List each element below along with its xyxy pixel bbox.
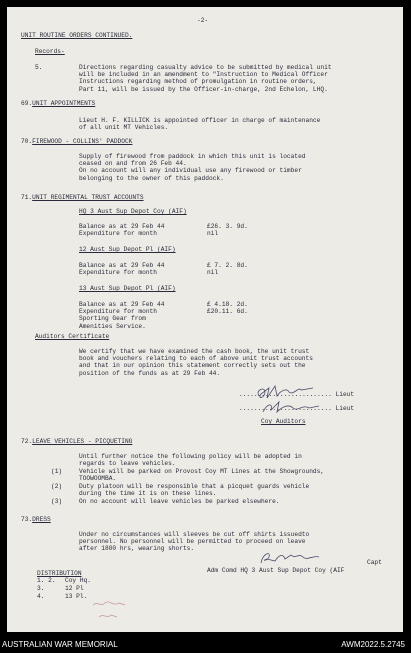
distribution-recipient: 13 Pl.	[65, 593, 88, 600]
closing-rank: Capt	[367, 559, 382, 566]
coy-auditors-label: Coy Auditors	[261, 418, 306, 425]
list-item-number: (3)	[51, 498, 63, 505]
section-number: 71.	[21, 194, 33, 201]
text-line: Amenities Service.	[79, 322, 146, 330]
text-line: Balance as at 29 Feb 44	[79, 262, 165, 269]
text-line: Under no circumstances will sleeves be cut off shirts issuedto	[79, 531, 310, 538]
text-line: belonging to the owner of this paddock.	[79, 174, 224, 182]
text-line: book and vouchers relating to each of above unit trust accounts	[79, 355, 313, 363]
text-line: of all unit MT Vehicles.	[79, 124, 169, 132]
text-line: Balance as at 29 Feb 44	[79, 301, 165, 308]
section-heading: DRESS	[32, 516, 51, 523]
section-73	[21, 516, 51, 523]
account-labels	[79, 262, 164, 276]
distribution-number: 3.	[37, 585, 45, 592]
text-line: Vehicle will be parked on Provost Coy MT Lines at the Showgrounds,	[79, 468, 325, 475]
distribution-recipient: Coy Hq.	[65, 577, 91, 584]
page-number: -2-	[197, 17, 209, 24]
text-line: Duty platoon will be responsible that a picquet guards vehicle	[79, 483, 310, 490]
text-line: Sporting Gear from	[79, 315, 146, 323]
account-values	[207, 223, 248, 237]
amount: £26. 3. 9d.	[207, 223, 248, 230]
records-body	[79, 64, 332, 93]
amount: £ 7. 2. 8d.	[207, 262, 248, 269]
document-page	[7, 7, 403, 632]
section-number: 72.	[21, 438, 33, 445]
auditors-body	[79, 348, 313, 377]
section-number: 69.	[21, 100, 33, 107]
section-70	[21, 138, 132, 145]
list-item	[79, 498, 280, 505]
auditor-signatures	[253, 382, 353, 416]
amount: £20.11. 6d.	[207, 308, 248, 316]
commander-signature	[257, 549, 327, 567]
archive-footer	[0, 637, 411, 653]
distribution-number: 1. 2.	[37, 577, 56, 584]
section-69	[21, 100, 95, 107]
section-70-body	[79, 153, 306, 182]
text-line: Part 11, will be issued by the Officer-in-charge, 2nd Echelon, LHQ.	[79, 85, 328, 93]
account-name: 12 Aust Sup Depot Pl (AIF)	[79, 246, 176, 253]
list-item-number: (1)	[51, 468, 63, 475]
account-name: 13 Aust Sup Depot Pl (AIF)	[79, 285, 176, 292]
text-line: personnel. No personnel will be permitted to proceed on leave	[79, 538, 306, 546]
distribution-number: 4.	[37, 593, 45, 600]
auditor-sign-line-2: ......................... Lieut	[239, 405, 355, 412]
text-line: Expenditure for month	[79, 230, 157, 238]
section-number: 70.	[21, 138, 33, 145]
text-line: after 1800 hrs, wearing shorts.	[79, 545, 195, 553]
text-line: Supply of firewood from paddock in which this unit is located	[79, 153, 306, 160]
auditor-sign-line-1: ......................... Lieut	[239, 391, 355, 398]
auditors-heading: Auditors Certificate	[35, 333, 110, 340]
distribution-heading: DISTRIBUTION	[37, 570, 82, 577]
section-72-intro	[79, 453, 302, 467]
list-item-number: (2)	[51, 483, 63, 490]
amount: £ 4.18. 2d.	[207, 301, 248, 308]
text-line: will be included in an amendment to "Instruction to Medical Officer	[79, 71, 328, 79]
footer-accession-number: AWM2022.5.2745	[341, 640, 405, 649]
text-line: Until further notice the following policy will be adopted in	[79, 453, 302, 460]
distribution-row	[37, 593, 88, 600]
text-line: We certify that we have examined the cash book, the unit trust	[79, 348, 310, 355]
records-heading: Records-	[35, 48, 65, 55]
account-labels	[79, 223, 164, 237]
text-line: Lieut H. F. KILLICK is appointed officer in charge of maintenance	[79, 117, 321, 124]
footer-institution: AUSTRALIAN WAR MEMORIAL	[2, 640, 118, 649]
text-line: and that in our opinion this statement correctly sets out the	[79, 362, 306, 370]
section-heading: FIREWOOD - COLLINS' PADDOCK	[32, 138, 133, 145]
distribution-recipient: 12 Pl	[65, 585, 84, 592]
distribution-row	[37, 585, 84, 592]
text-line: regards to leave vehicles.	[79, 460, 176, 468]
text-line: during the time it is on these lines.	[79, 490, 217, 498]
text-line: position of the funds as at 29 Feb 44.	[79, 369, 221, 377]
section-heading: UNIT REGIMENTAL TRUST ACCOUNTS	[32, 194, 144, 201]
amount: nil	[207, 269, 219, 277]
amount: nil	[207, 230, 219, 238]
text-line: Directions regarding casualty advice to be submitted by medical unit	[79, 64, 332, 71]
account-name: HQ 3 Aust Sup Depot Coy (AIF)	[79, 208, 187, 215]
section-heading: UNIT APPOINTMENTS	[32, 100, 96, 107]
account-values	[207, 301, 248, 315]
account-labels	[79, 301, 164, 330]
text-line: On no account will leave vehicles be parked elsewhere.	[79, 498, 280, 505]
pencil-annotation	[89, 597, 129, 625]
list-item	[79, 483, 309, 497]
section-72	[21, 438, 132, 445]
section-69-body	[79, 117, 320, 131]
closing-appointment: Adm Comd HQ 3 Aust Sup Depot Coy (AIF	[207, 567, 345, 574]
text-line: ceased on and from 26 Feb 44.	[79, 160, 187, 168]
text-line: Expenditure for month	[79, 308, 157, 316]
text-line: On no account will any individual use any firewood or timber	[79, 167, 302, 175]
account-values	[207, 262, 248, 276]
text-line: Instructions regarding method of promulgation in routine orders,	[79, 78, 317, 86]
list-item	[79, 468, 324, 482]
text-line: Expenditure for month	[79, 269, 157, 277]
section-heading: LEAVE VEHICLES - PICQUETING	[32, 438, 133, 445]
records-number: 5.	[35, 64, 43, 71]
text-line: Balance as at 29 Feb 44	[79, 223, 165, 230]
distribution-row	[37, 577, 91, 584]
section-number: 73.	[21, 516, 33, 523]
document-title: UNIT ROUTINE ORDERS CONTINUED.	[21, 32, 133, 39]
section-71	[21, 194, 144, 201]
text-line: TOOWOOMBA.	[79, 475, 117, 483]
